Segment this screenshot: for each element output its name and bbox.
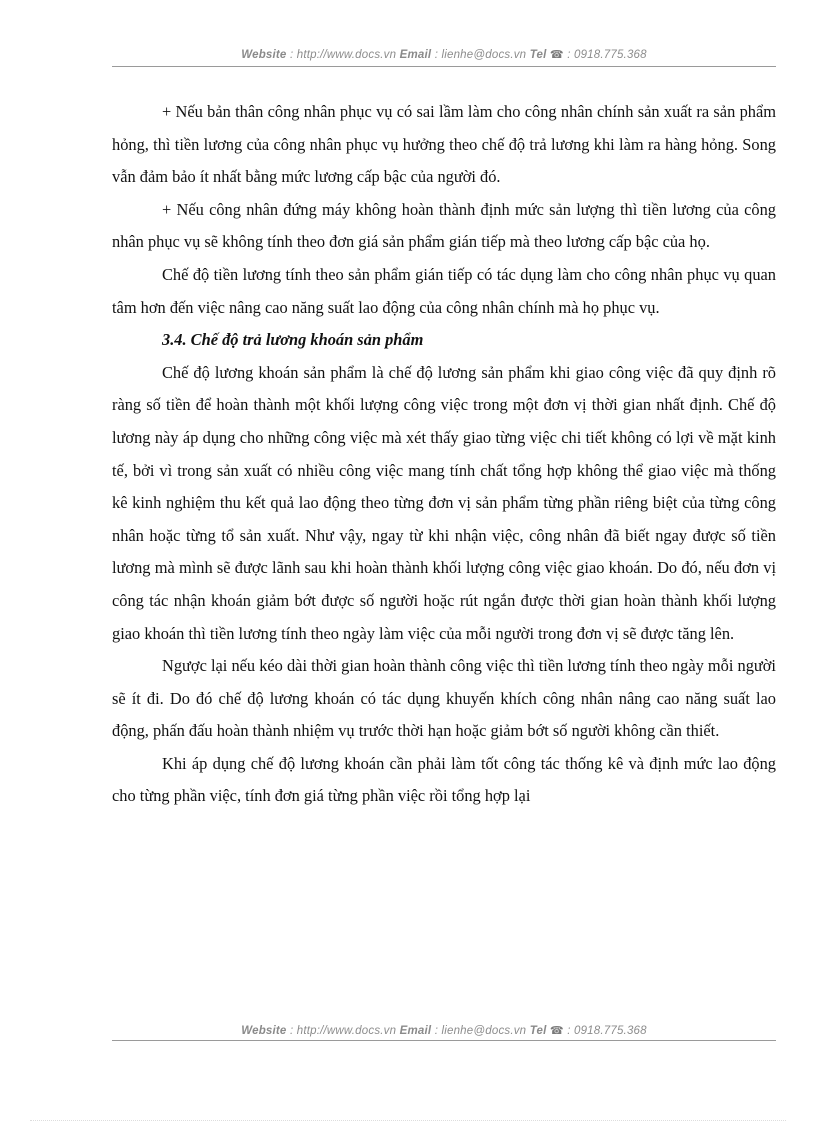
phone-icon: ☎ bbox=[549, 49, 564, 61]
footer-tel-value: : 0918.775.368 bbox=[563, 1025, 647, 1037]
phone-icon: ☎ bbox=[549, 1025, 564, 1037]
footer-email-link[interactable]: : lienhe@docs.vn bbox=[431, 1025, 530, 1037]
footer-email-label: Email bbox=[399, 1025, 432, 1037]
header-website-label: Website bbox=[241, 49, 287, 61]
paragraph: Chế độ tiền lương tính theo sản phẩm gián tiếp có tác dụng làm cho công nhân phục vụ quan tâm hơn đến việc nâng cao năng suất lao động của công nhân chính mà họ phục vụ. bbox=[112, 264, 776, 317]
paragraph: Khi áp dụng chế độ lương khoán cần phải làm tốt công tác thống kê và định mức lao động cho từng phần việc, tính đơn giá từng phần việc rồi tổng hợp lại bbox=[112, 753, 776, 806]
header-email-link[interactable]: : lienhe@docs.vn bbox=[431, 49, 530, 61]
header-website-link[interactable]: : http://www.docs.vn bbox=[286, 49, 400, 61]
page-footer bbox=[112, 1024, 776, 1041]
footer-website-link[interactable]: : http://www.docs.vn bbox=[286, 1025, 400, 1037]
page-header bbox=[112, 48, 776, 67]
header-tel-value: : 0918.775.368 bbox=[563, 49, 647, 61]
paragraph: Ngược lại nếu kéo dài thời gian hoàn thành công việc thì tiền lương tính theo ngày mỗi người sẽ ít đi. Do đó chế độ lương khoán có tác dụng khuyến khích công nhân nâng cao năng suất lao động, phấn đấu hoàn thành nhiệm vụ trước thời hạn hoặc giảm bớt số người không cần thiết. bbox=[112, 656, 776, 741]
document-body bbox=[112, 96, 776, 813]
footer-website-label: Website bbox=[241, 1025, 287, 1037]
paragraph: + Nếu bản thân công nhân phục vụ có sai lầm làm cho công nhân chính sản xuất ra sản phẩm hỏng, thì tiền lương của công nhân phục vụ hưởng theo chế độ trả lương khi làm ra hàng hỏng. Song vẫn đảm bảo ít nhất bằng mức lương cấp bậc của người đó. bbox=[112, 102, 776, 187]
header-email-label: Email bbox=[399, 49, 432, 61]
paragraph: + Nếu công nhân đứng máy không hoàn thành định mức sản lượng thì tiền lương của công nhân phục vụ sẽ không tính theo đơn giá sản phẩm gián tiếp mà theo lương cấp bậc của họ. bbox=[112, 199, 776, 252]
page-bottom-divider bbox=[30, 1120, 786, 1121]
header-tel-label: Tel bbox=[529, 49, 547, 61]
section-heading: 3.4. Chế độ trả lương khoán sản phẩm bbox=[162, 330, 424, 350]
footer-tel-label: Tel bbox=[529, 1025, 547, 1037]
paragraph: Chế độ lương khoán sản phẩm là chế độ lương sản phẩm khi giao công việc đã quy định rõ ràng số tiền để hoàn thành một khối lượng công việc trong một đơn vị thời gian nhất định. Chế độ lương này áp dụng cho những công việc mà xét thấy giao từng việc chi tiết không có lợi về mặt kinh tế, bởi vì trong sản xuất có nhiều công việc mang tính chất tổng hợp không thể giao việc mà thống kê kinh nghiệm thu kết quả lao động theo từng đơn vị sản phẩm từng phần riêng biệt của từng công nhân hoặc từng tổ sản xuất. Như vậy, ngay từ khi nhận việc, công nhân đã biết ngay được số tiền lương mà mình sẽ được lãnh sau khi hoàn thành khối lượng công việc giao khoán. Do đó, nếu đơn vị công tác nhận khoán giảm bớt được số người hoặc rút ngắn được thời gian hoàn thành khối lượng giao khoán thì tiền lương tính theo ngày làm việc của mỗi người trong đơn vị sẽ được tăng lên. bbox=[112, 362, 776, 643]
